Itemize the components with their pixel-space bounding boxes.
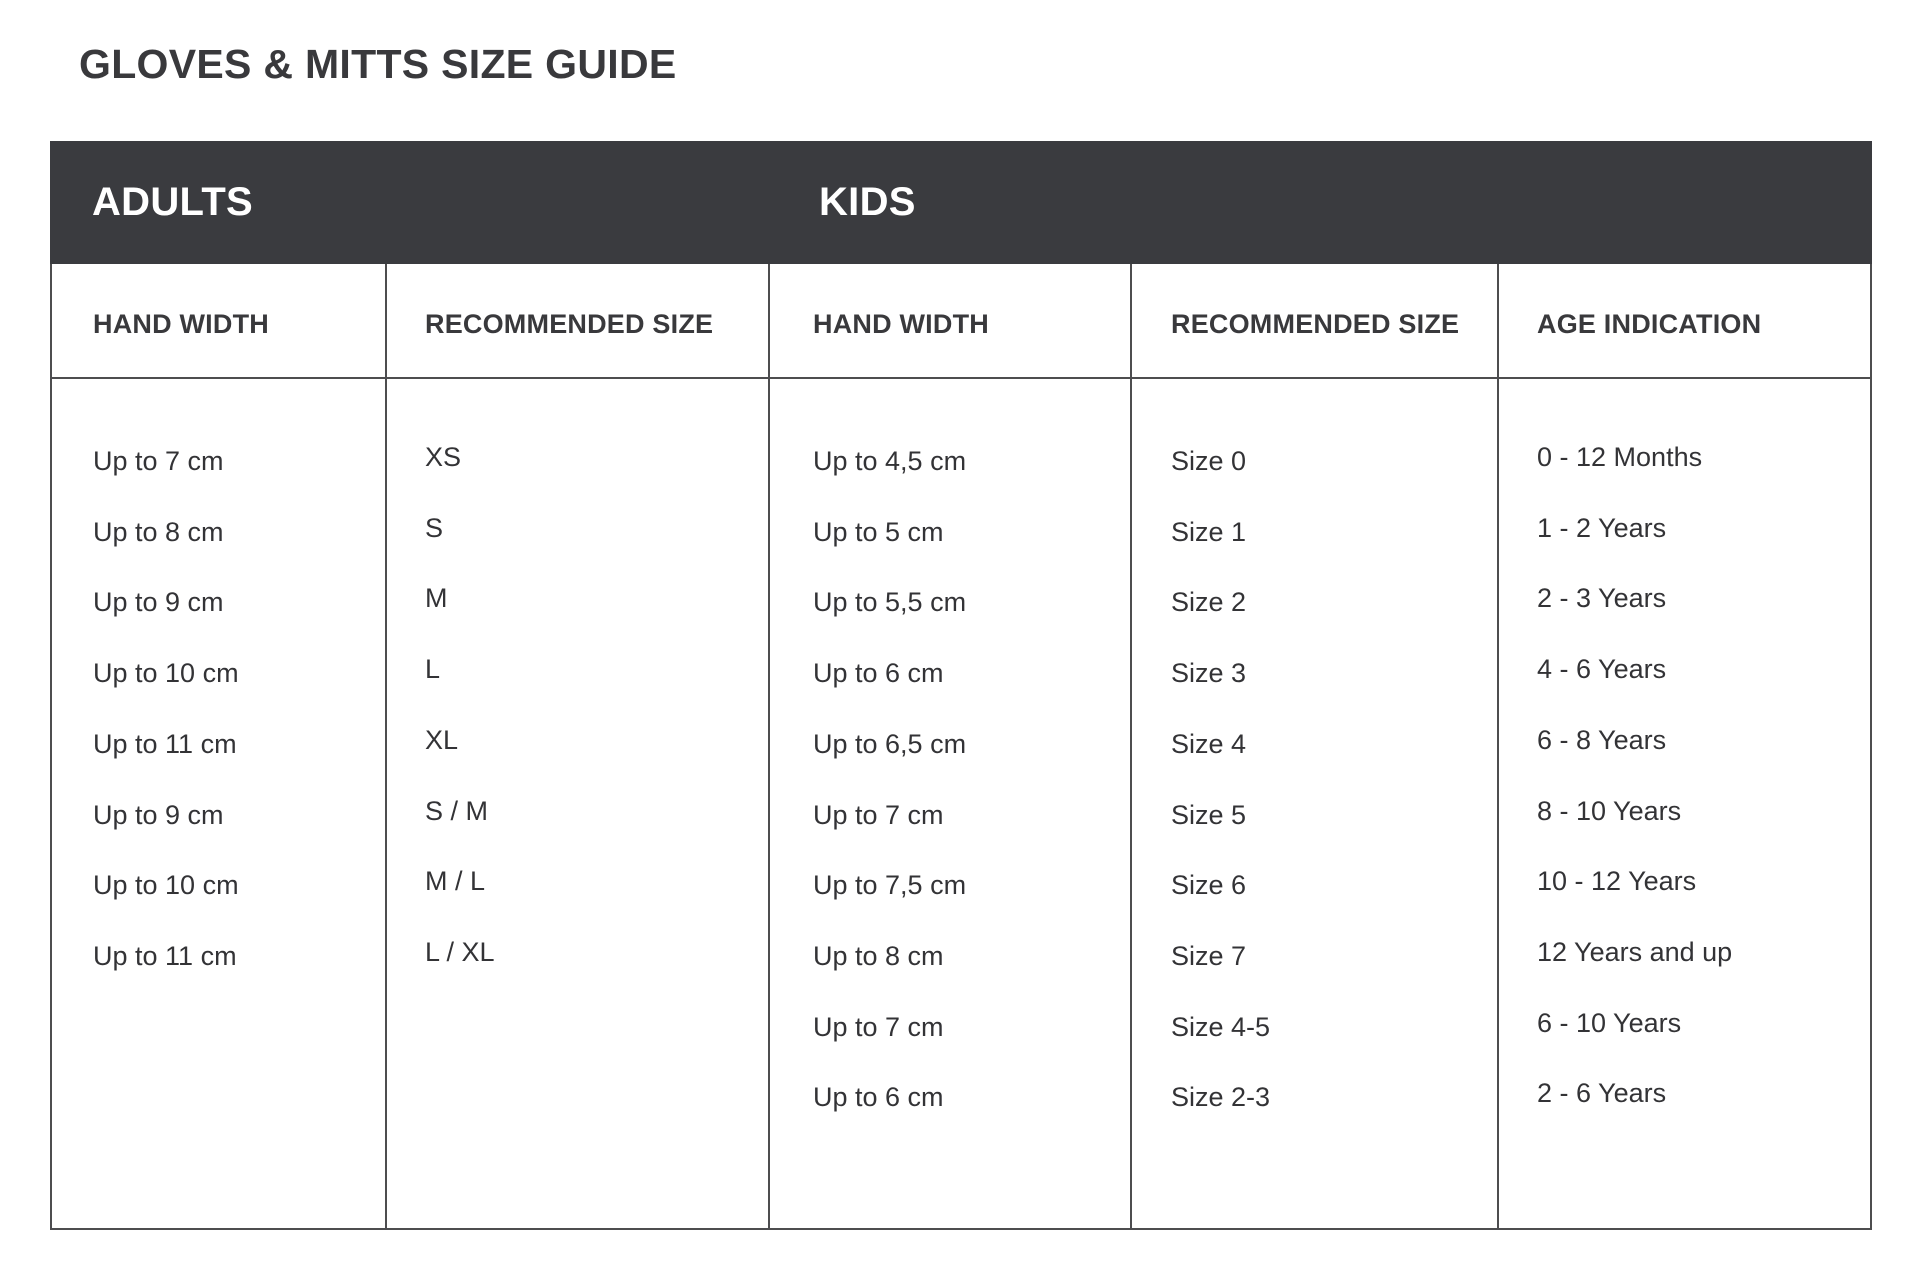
column-body bbox=[770, 379, 1130, 1228]
table-cell: Size 3 bbox=[1171, 658, 1247, 689]
table-cell: Up to 7 cm bbox=[813, 799, 944, 830]
column-adults-recommended-size bbox=[385, 264, 768, 1228]
size-guide-table bbox=[50, 141, 1872, 1230]
table-cell: 2 - 3 Years bbox=[1537, 583, 1667, 614]
column-kids-age-indication bbox=[1497, 264, 1872, 1228]
table-cell: Size 4 bbox=[1171, 728, 1247, 759]
table-cell: Up to 7 cm bbox=[813, 1011, 944, 1042]
column-header-label: RECOMMENDED SIZE bbox=[1171, 309, 1460, 339]
table-cell: Up to 10 cm bbox=[93, 658, 239, 689]
column-adults-hand-width bbox=[50, 264, 385, 1228]
column-header bbox=[1132, 264, 1497, 379]
table-cell: Up to 6 cm bbox=[813, 658, 944, 689]
table-cell: Up to 9 cm bbox=[93, 587, 224, 618]
table-cell: Size 5 bbox=[1171, 799, 1247, 830]
table-cell: 6 - 8 Years bbox=[1537, 724, 1667, 755]
column-body bbox=[1132, 379, 1497, 1228]
column-header-label: HAND WIDTH bbox=[813, 309, 989, 339]
column-body bbox=[387, 379, 768, 1228]
group-label-adults: ADULTS bbox=[92, 180, 254, 224]
column-header-label: HAND WIDTH bbox=[93, 309, 269, 339]
table-cell: 10 - 12 Years bbox=[1537, 866, 1697, 897]
table-cell: Size 4-5 bbox=[1171, 1011, 1271, 1042]
column-header-label: AGE INDICATION bbox=[1537, 309, 1762, 339]
table-cell: Up to 11 cm bbox=[93, 940, 237, 971]
table-cell: Up to 8 cm bbox=[93, 516, 224, 547]
table-cell: 2 - 6 Years bbox=[1537, 1078, 1667, 1109]
table-cell: Size 6 bbox=[1171, 870, 1247, 901]
table-cell: Size 2 bbox=[1171, 587, 1247, 618]
table-cell: XS bbox=[425, 442, 462, 472]
table-cell: Up to 7 cm bbox=[93, 446, 224, 476]
table-cell: M / L bbox=[425, 866, 486, 897]
column-kids-hand-width bbox=[768, 264, 1130, 1228]
table-cell: L bbox=[425, 654, 441, 685]
column-body bbox=[1499, 379, 1872, 1228]
table-cell: 4 - 6 Years bbox=[1537, 654, 1667, 685]
table-cell: Up to 4,5 cm bbox=[813, 446, 967, 476]
table-cell: Up to 7,5 cm bbox=[813, 870, 967, 901]
table-cell: Up to 10 cm bbox=[93, 870, 239, 901]
table-cell: 1 - 2 Years bbox=[1537, 512, 1667, 543]
table-cell: 6 - 10 Years bbox=[1537, 1007, 1682, 1038]
table-cell: Up to 5 cm bbox=[813, 516, 944, 547]
table-cell: 0 - 12 Months bbox=[1537, 442, 1703, 472]
table-cell: M bbox=[425, 583, 448, 614]
table-cell: Up to 8 cm bbox=[813, 940, 944, 971]
group-header-bar bbox=[50, 141, 1872, 264]
table-cell: Size 0 bbox=[1171, 446, 1247, 476]
table-cell: S / M bbox=[425, 795, 489, 826]
table-cell: Size 7 bbox=[1171, 940, 1247, 971]
column-header-label: RECOMMENDED SIZE bbox=[425, 309, 714, 339]
table-cell: S bbox=[425, 512, 444, 543]
table-cell: Up to 6,5 cm bbox=[813, 728, 967, 759]
table-cell: 8 - 10 Years bbox=[1537, 795, 1682, 826]
table-cell: Up to 6 cm bbox=[813, 1082, 944, 1113]
table-cell: 12 Years and up bbox=[1537, 936, 1733, 967]
column-kids-recommended-size bbox=[1130, 264, 1497, 1228]
column-header bbox=[770, 264, 1130, 379]
table-cell: Up to 11 cm bbox=[93, 728, 237, 759]
page-title: GLOVES & MITTS SIZE GUIDE bbox=[79, 41, 677, 87]
table-cell: Size 2-3 bbox=[1171, 1082, 1271, 1113]
table-cell: Up to 5,5 cm bbox=[813, 587, 967, 618]
table-cell: L / XL bbox=[425, 936, 495, 967]
group-label-kids: KIDS bbox=[819, 180, 916, 224]
column-body bbox=[50, 379, 385, 1228]
column-header bbox=[1499, 264, 1872, 379]
column-header bbox=[387, 264, 768, 379]
table-cell: Size 1 bbox=[1171, 516, 1247, 547]
table-cell: XL bbox=[425, 724, 459, 755]
column-header bbox=[50, 264, 385, 379]
table-cell: Up to 9 cm bbox=[93, 799, 224, 830]
